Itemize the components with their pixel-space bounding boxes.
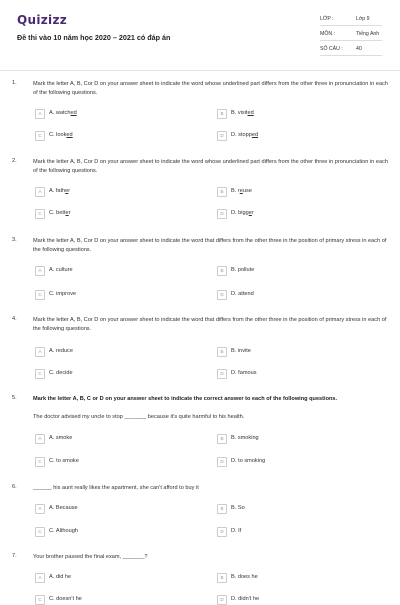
page-header — [0, 0, 400, 70]
option-letter-box: B — [217, 573, 227, 583]
question-number: 5. — [12, 395, 17, 401]
option-letter-box: A — [35, 187, 45, 197]
option-letter-box: D — [217, 369, 227, 379]
question-text: Mark the letter A, B, Cor D on your answer sheet to indicate the word whose underlined part differs from the other three in pronunciation in each of the following questions. — [33, 81, 388, 96]
option-letter-box: A — [35, 504, 45, 514]
meta-label: MÔN : — [320, 31, 335, 37]
option-letter-box: D — [217, 527, 227, 537]
option-letter-box: C — [35, 527, 45, 537]
meta-divider — [320, 25, 382, 26]
question-text: Mark the letter A, B, Cor D on your answer sheet to indicate the word whose underlined part differs from the other three in pronunciation in each of the following questions. — [33, 159, 388, 174]
question-number: 1. — [12, 80, 17, 86]
meta-label: SỐ CÂU : — [320, 46, 343, 52]
question-number: 2. — [12, 158, 17, 164]
meta-value: Tiếng Anh — [356, 31, 380, 37]
option-letter-box: C — [35, 457, 45, 467]
meta-value: 40 — [356, 46, 362, 52]
option-letter-box: A — [35, 347, 45, 357]
option-letter-box: A — [35, 266, 45, 276]
meta-label: LỚP : — [320, 16, 334, 22]
question-text: Mark the letter A, B, Cor D on your answer sheet to indicate the word that differs from the other three in the position of primary stress in each of the following questions. — [33, 238, 387, 253]
option-letter-box: D — [217, 290, 227, 300]
quizizz-logo: Quizizz — [17, 13, 68, 27]
option-letter-box: B — [217, 187, 227, 197]
option-letter-box: D — [217, 595, 227, 605]
option-letter-box: D — [217, 131, 227, 141]
underlined-part: ed — [251, 131, 259, 138]
underlined-part: ed — [70, 109, 77, 116]
option-letter-box: C — [35, 209, 45, 219]
underlined-part: e — [239, 187, 243, 194]
option-letter-box: B — [217, 434, 227, 444]
option-letter-box: B — [217, 109, 227, 119]
option-letter-box: D — [217, 457, 227, 467]
option-letter-box: D — [217, 209, 227, 219]
option-letter-box: A — [35, 109, 45, 119]
question-sentence: The doctor advised my uncle to stop _______ because it's quite harmful to his health. — [33, 414, 245, 420]
blank: _______ — [124, 414, 147, 420]
question-text: Mark the letter A, B, C or D on your answer sheet to indicate the correct answer to each of the following questions. — [33, 396, 338, 402]
question-text: ______ his aunt really likes the apartment, she can't afford to buy it — [33, 485, 199, 491]
underlined-part: ed — [247, 109, 254, 116]
question-number: 6. — [12, 484, 17, 490]
option-letter-box: B — [217, 347, 227, 357]
option-letter-box: A — [35, 434, 45, 444]
question-text: Your brother passed the final exam, _______? — [33, 554, 148, 560]
underlined-part: ed — [66, 131, 73, 138]
option-letter-box: C — [35, 290, 45, 300]
question-number: 7. — [12, 553, 17, 559]
option-letter-box: B — [217, 266, 227, 276]
option-letter-box: C — [35, 595, 45, 605]
meta-divider — [320, 40, 382, 41]
header-divider — [0, 70, 400, 71]
option-letter-box: A — [35, 573, 45, 583]
underlined-part: e — [65, 209, 69, 216]
meta-divider — [320, 55, 382, 56]
document-title: Đề thi vào 10 năm học 2020 – 2021 có đáp án — [17, 33, 171, 42]
option-letter-box: C — [35, 369, 45, 379]
meta-value: Lớp 9 — [356, 16, 370, 22]
question-number: 3. — [12, 237, 17, 243]
underlined-part: e — [248, 209, 252, 216]
option-letter-box: C — [35, 131, 45, 141]
underlined-part: e — [65, 187, 69, 194]
option-letter-box: B — [217, 504, 227, 514]
question-number: 4. — [12, 316, 17, 322]
question-text: Mark the letter A, B, Cor D on your answer sheet to indicate the word that differs from the other three in the position of primary stress in each of the following questions. — [33, 317, 387, 332]
